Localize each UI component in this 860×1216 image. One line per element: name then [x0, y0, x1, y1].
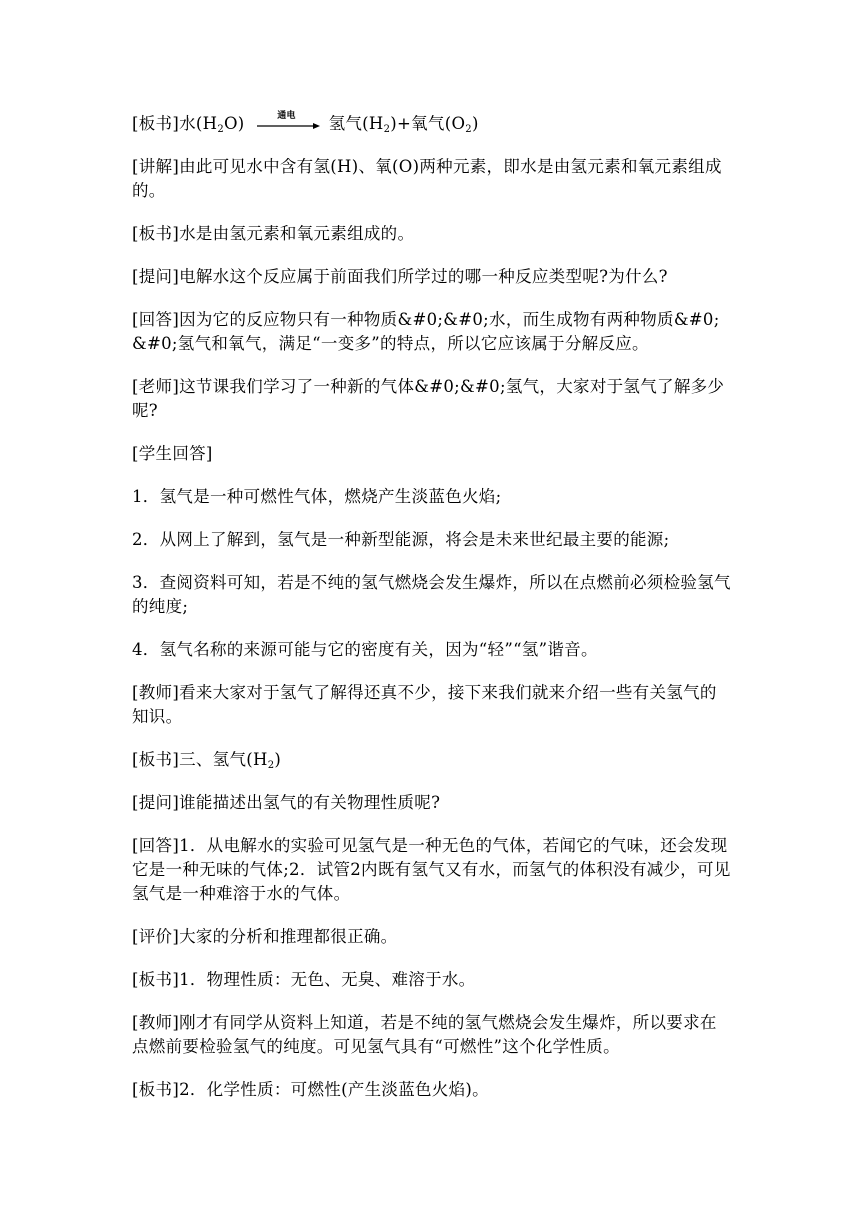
paragraph: [评价]大家的分析和推理都很正确。 — [132, 927, 398, 946]
subscript: 2 — [267, 760, 275, 771]
subscript: 2 — [217, 124, 224, 135]
equation-product-1: 氢气(H — [328, 114, 384, 133]
list-item: 4．氢气名称的来源可能与它的密度有关，因为“轻”“氢”谐音。 — [132, 640, 598, 659]
board-equation — [132, 112, 732, 136]
equation-product-2: )+氧气(O — [390, 114, 466, 133]
section-heading-hydrogen — [132, 748, 732, 772]
equation-reactant: [板书]水(H — [132, 114, 218, 133]
paragraph: [板书]2．化学性质：可燃性(产生淡蓝色火焰)。 — [132, 1080, 489, 1099]
paragraph: [老师]这节课我们学习了一种新的气体&#0;&#0;氢气，大家对于氢气了解多少呢? — [132, 377, 725, 420]
equation-end: ) — [471, 114, 479, 133]
reaction-arrow — [257, 110, 323, 134]
paragraph: [学生回答] — [132, 444, 213, 463]
subscript: 2 — [383, 124, 391, 135]
paragraph: [板书]1．物理性质：无色、无臭、难溶于水。 — [132, 970, 476, 989]
heading-end: ) — [274, 750, 282, 769]
list-item: 3．查阅资料可知，若是不纯的氢气燃烧会发生爆炸，所以在点燃前必须检验氢气的纯度; — [132, 573, 731, 616]
paragraph: [回答]1．从电解水的实验可见氢气是一种无色的气体，若闻它的气味，还会发现它是一种无味的气体;2．试管2内既有氢气又有水，而氢气的体积没有减少，可见氢气是一种难溶于水的气体。 — [132, 836, 731, 903]
document-page — [132, 112, 732, 1121]
subscript: 2 — [465, 124, 472, 135]
paragraph: [板书]水是由氢元素和氧元素组成的。 — [132, 224, 415, 243]
list-item: 2．从网上了解到，氢气是一种新型能源，将会是未来世纪最主要的能源; — [132, 530, 670, 549]
list-item: 1．氢气是一种可燃性气体，燃烧产生淡蓝色火焰; — [132, 487, 502, 506]
reaction-condition: 通电 — [277, 110, 296, 121]
paragraph: [讲解]由此可见水中含有氢(H)、氧(O)两种元素，即水是由氢元素和氧元素组成的。 — [132, 157, 722, 200]
arrow-icon — [257, 122, 321, 130]
paragraph: [回答]因为它的反应物只有一种物质&#0;&#0;水，而生成物有两种物质&#0;&#0;氢气和氧气，满足“一变多”的特点，所以它应该属于分解反应。 — [132, 310, 720, 353]
paragraph: [提问]谁能描述出氢气的有关物理性质呢? — [132, 793, 441, 812]
paragraph: [教师]刚才有同学从资料上知道，若是不纯的氢气燃烧会发生爆炸，所以要求在点燃前要检验氢气的纯度。可见氢气具有“可燃性”这个化学性质。 — [132, 1013, 717, 1056]
equation-reactant-end: O) — [223, 114, 245, 133]
paragraph: [提问]电解水这个反应属于前面我们所学过的哪一种反应类型呢?为什么? — [132, 267, 668, 286]
heading-text: [板书]三、氢气(H — [132, 750, 268, 769]
paragraph: [教师]看来大家对于氢气了解得还真不少，接下来我们就来介绍一些有关氢气的知识。 — [132, 683, 717, 726]
